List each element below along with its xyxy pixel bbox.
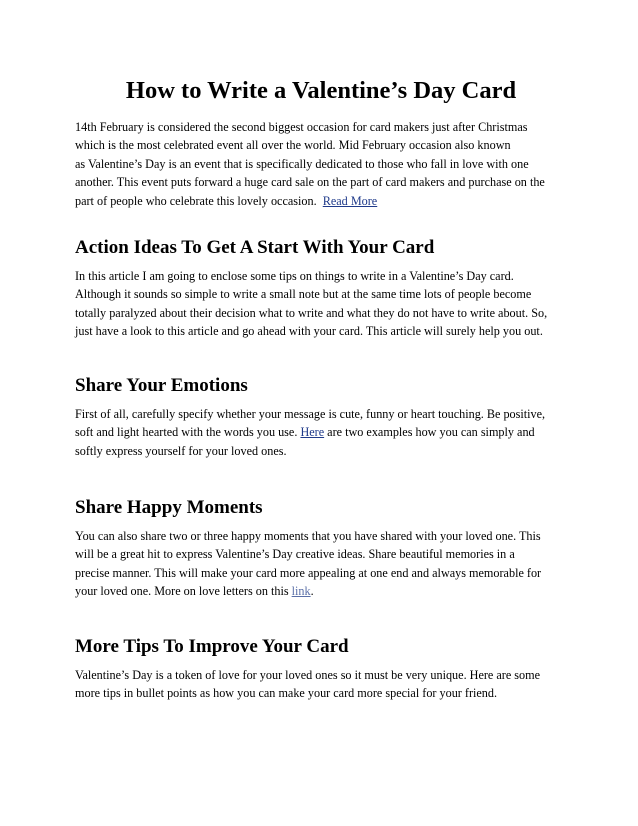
section-heading: Action Ideas To Get A Start With Your Card bbox=[75, 237, 435, 258]
paragraph-line: Valentine’s Day is a token of love for your loved ones so it must be very unique. Here are some bbox=[75, 668, 541, 682]
paragraph-line-text: . bbox=[310, 584, 314, 599]
page-title: How to Write a Valentine’s Day Card bbox=[125, 77, 517, 104]
intro-line bbox=[75, 192, 567, 210]
paragraph-line-text: soft and light hearted with the words you use. bbox=[75, 425, 301, 440]
paragraph-line: more tips in bullet points as how you can make your card more special for your friend. bbox=[75, 686, 498, 701]
paragraph-line: just have a look to this article and go ahead with your card. This article will surely help you out. bbox=[75, 324, 543, 339]
intro-line: another. This event puts forward a huge card sale on the part of card makers and purchase on the bbox=[75, 175, 545, 190]
here-link[interactable]: Here bbox=[300, 425, 325, 440]
section-heading: Share Happy Moments bbox=[75, 497, 263, 518]
read-more-link[interactable]: Read More bbox=[322, 193, 378, 208]
section-heading: Share Your Emotions bbox=[75, 375, 248, 396]
paragraph-line: will be a great hit to express Valentine’s Day creative ideas. Share beautiful memories in a bbox=[75, 547, 515, 562]
paragraph-line bbox=[75, 423, 567, 441]
section-heading: More Tips To Improve Your Card bbox=[75, 636, 349, 657]
section-paragraph bbox=[75, 666, 567, 703]
paragraph-line: In this article I am going to enclose some tips on things to write in a Valentine’s Day card. bbox=[75, 269, 514, 283]
section-more-tips bbox=[75, 635, 567, 703]
intro-section bbox=[75, 118, 567, 210]
paragraph-line: Although it sounds so simple to write a small note but at the same time lots of people become bbox=[75, 287, 532, 302]
paragraph-line-text: your loved one. More on love letters on this bbox=[75, 584, 292, 599]
paragraph-line-text: are two examples how you can simply and bbox=[324, 425, 535, 440]
section-paragraph bbox=[75, 267, 567, 341]
paragraph-line: First of all, carefully specify whether your message is cute, funny or heart touching. Be positive, bbox=[75, 407, 546, 421]
paragraph-line: precise manner. This will make your card more appealing at one end and always memorable for bbox=[75, 565, 542, 580]
intro-line: which is the most celebrated event all over the world. Mid February occasion also known bbox=[75, 138, 511, 153]
section-action-ideas bbox=[75, 236, 567, 341]
paragraph-line: totally paralyzed about their decision what to write and what they do not have to write about. So, bbox=[75, 305, 548, 320]
section-share-happy-moments bbox=[75, 496, 567, 601]
paragraph-line bbox=[75, 582, 567, 600]
intro-line: as Valentine’s Day is an event that is specifically dedicated to those who fall in love with one bbox=[75, 156, 529, 171]
intro-line-text: part of people who celebrate this lovely occasion. bbox=[75, 193, 323, 208]
paragraph-line: softly express yourself for your loved ones. bbox=[75, 443, 287, 458]
intro-paragraph bbox=[75, 118, 567, 210]
section-share-emotions bbox=[75, 374, 567, 460]
section-paragraph bbox=[75, 527, 567, 601]
love-letters-link[interactable]: link bbox=[291, 584, 311, 599]
section-paragraph bbox=[75, 405, 567, 460]
intro-line: 14th February is considered the second biggest occasion for card makers just after Christmas bbox=[75, 120, 528, 134]
paragraph-line: You can also share two or three happy moments that you have shared with your loved one. This bbox=[75, 529, 541, 543]
